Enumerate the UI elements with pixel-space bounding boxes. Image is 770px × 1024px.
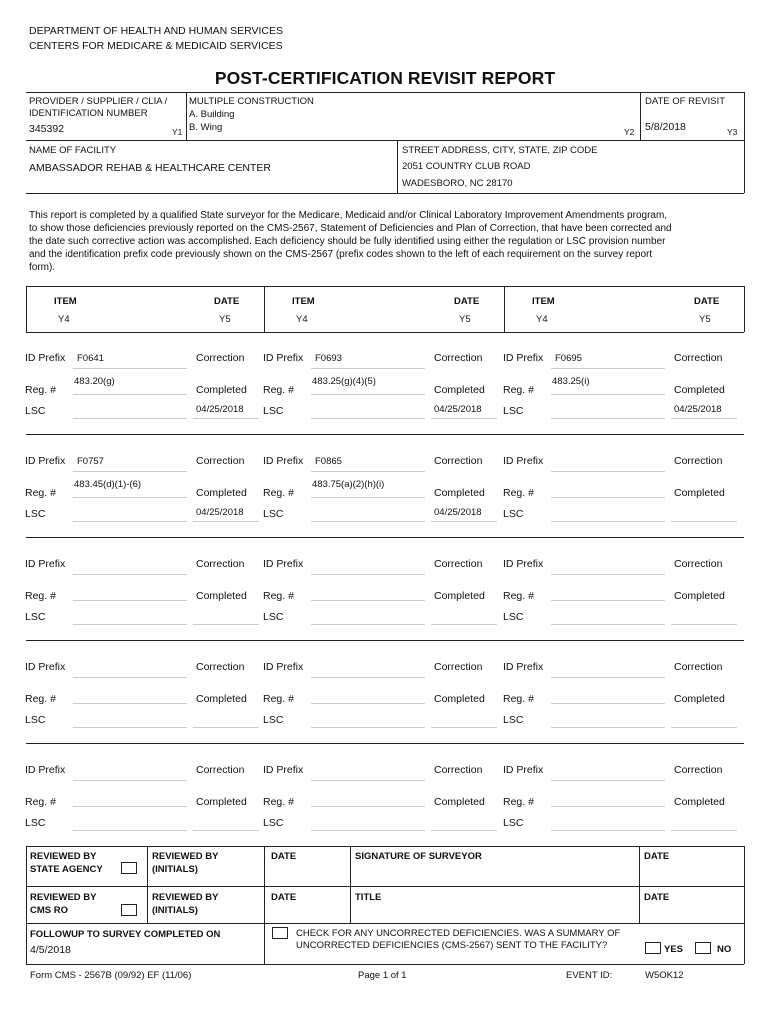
lsc-underline: [551, 830, 665, 831]
yes-label: YES: [664, 944, 684, 955]
reg-underline: [73, 394, 187, 395]
lsc-label: LSC: [503, 817, 524, 829]
id-prefix-value[interactable]: F0865: [315, 456, 342, 467]
lsc-label: LSC: [503, 611, 524, 623]
lsc-label: LSC: [503, 508, 524, 520]
table-header-divider-1: [264, 286, 265, 332]
id-prefix-underline: [73, 780, 187, 781]
id-prefix-label: ID Prefix: [25, 661, 66, 673]
id-prefix-underline: [73, 471, 187, 472]
id-prefix-label: ID Prefix: [25, 455, 66, 467]
completed-label: Completed: [196, 693, 247, 705]
lsc-underline: [551, 418, 665, 419]
state-agency-checkbox[interactable]: [121, 862, 137, 874]
col-1-date-code: Y5: [459, 314, 471, 325]
agency-line-1: DEPARTMENT OF HEALTH AND HUMAN SERVICES: [29, 25, 283, 37]
correction-label: Correction: [196, 661, 245, 673]
completed-label: Completed: [674, 384, 725, 396]
reg-underline: [311, 806, 425, 807]
no-label: NO: [717, 944, 732, 955]
id-prefix-label: ID Prefix: [503, 455, 544, 467]
reg-underline: [311, 703, 425, 704]
lsc-label: LSC: [25, 611, 46, 623]
id-prefix-underline: [73, 677, 187, 678]
reg-label: Reg. #: [263, 590, 294, 602]
completed-label: Completed: [196, 384, 247, 396]
reg-underline: [551, 497, 665, 498]
lsc-underline: [551, 727, 665, 728]
id-prefix-label: ID Prefix: [263, 455, 304, 467]
review-vdivider-4: [639, 846, 640, 923]
completed-date-value[interactable]: 04/25/2018: [196, 404, 244, 415]
id-prefix-label: ID Prefix: [503, 764, 544, 776]
col-2-date-code: Y5: [699, 314, 711, 325]
completed-date-underline: [431, 727, 497, 728]
followup-label: FOLLOWUP TO SURVEY COMPLETED ON: [30, 929, 221, 940]
lsc-underline: [73, 727, 187, 728]
info-vdivider-1: [186, 92, 187, 140]
review-bottom-border: [26, 923, 744, 924]
reg-label: Reg. #: [25, 384, 56, 396]
id-prefix-underline: [551, 471, 665, 472]
event-id-value: W5OK12: [645, 970, 684, 981]
id-prefix-label: ID Prefix: [263, 661, 304, 673]
id-prefix-underline: [551, 574, 665, 575]
review-right-border: [744, 846, 745, 964]
lsc-underline: [311, 521, 425, 522]
top-border: [26, 92, 744, 93]
completed-date-value[interactable]: 04/25/2018: [674, 404, 722, 415]
completed-label: Completed: [434, 384, 485, 396]
col-0-item-header: ITEM: [54, 296, 77, 307]
construction-code: Y2: [624, 127, 635, 137]
completed-label: Completed: [674, 487, 725, 499]
reg-label: Reg. #: [263, 693, 294, 705]
state-review-label-1: REVIEWED BY: [30, 851, 97, 862]
col-1-date-header: DATE: [454, 296, 480, 307]
lsc-label: LSC: [263, 508, 284, 520]
provider-id-value[interactable]: 345392: [29, 123, 65, 135]
state-date-label: DATE: [271, 851, 297, 862]
completed-label: Completed: [674, 693, 725, 705]
correction-label: Correction: [196, 455, 245, 467]
lsc-underline: [551, 521, 665, 522]
id-prefix-underline: [551, 780, 665, 781]
completed-date-underline: [193, 521, 259, 522]
id-prefix-value[interactable]: F0693: [315, 353, 342, 364]
info-bottom-border: [26, 193, 744, 194]
lsc-underline: [73, 624, 187, 625]
correction-label: Correction: [674, 352, 723, 364]
lsc-label: LSC: [263, 817, 284, 829]
col-0-date-header: DATE: [214, 296, 240, 307]
cms-review-label-2: CMS RO: [30, 905, 68, 916]
row-1-divider: [26, 537, 744, 538]
cms-ro-checkbox[interactable]: [121, 904, 137, 916]
cms-initials-label-1: REVIEWED BY: [152, 892, 219, 903]
completed-label: Completed: [196, 590, 247, 602]
completed-date-underline: [671, 521, 737, 522]
info-vdivider-3: [397, 140, 398, 193]
state-review-label-2: STATE AGENCY: [30, 864, 103, 875]
id-prefix-label: ID Prefix: [503, 661, 544, 673]
lsc-underline: [551, 624, 665, 625]
lsc-label: LSC: [263, 611, 284, 623]
lsc-underline: [311, 418, 425, 419]
lsc-underline: [311, 727, 425, 728]
construction-building: A. Building: [189, 109, 235, 120]
state-initials-label-1: REVIEWED BY: [152, 851, 219, 862]
reg-label: Reg. #: [503, 693, 534, 705]
reg-underline: [551, 600, 665, 601]
uncorrected-text-1: CHECK FOR ANY UNCORRECTED DEFICIENCIES. WAS A SUMMARY OF: [296, 928, 621, 939]
id-prefix-value[interactable]: F0641: [77, 353, 104, 364]
completed-label: Completed: [434, 796, 485, 808]
followup-date-value[interactable]: 4/5/2018: [30, 944, 71, 956]
followup-bottom-border: [26, 964, 744, 965]
id-prefix-underline: [311, 574, 425, 575]
reg-underline: [551, 703, 665, 704]
reg-label: Reg. #: [25, 590, 56, 602]
reg-underline: [311, 497, 425, 498]
signature-date-label: DATE: [644, 851, 670, 862]
col-2-item-code: Y4: [536, 314, 548, 325]
id-prefix-label: ID Prefix: [503, 558, 544, 570]
table-header-border: [26, 332, 744, 333]
col-0-date-code: Y5: [219, 314, 231, 325]
lsc-label: LSC: [263, 405, 284, 417]
reg-underline: [73, 806, 187, 807]
reg-underline: [551, 394, 665, 395]
reg-label: Reg. #: [25, 796, 56, 808]
col-0-item-code: Y4: [58, 314, 70, 325]
id-prefix-underline: [73, 368, 187, 369]
id-prefix-underline: [311, 471, 425, 472]
completed-date-underline: [671, 830, 737, 831]
id-prefix-label: ID Prefix: [25, 764, 66, 776]
correction-label: Correction: [434, 764, 483, 776]
lsc-underline: [73, 830, 187, 831]
facility-name-value[interactable]: AMBASSADOR REHAB & HEALTHCARE CENTER: [29, 162, 271, 174]
review-vdivider-1: [147, 846, 148, 923]
reg-label: Reg. #: [263, 487, 294, 499]
lsc-label: LSC: [263, 714, 284, 726]
correction-label: Correction: [434, 352, 483, 364]
completed-label: Completed: [196, 487, 247, 499]
id-prefix-underline: [311, 677, 425, 678]
provider-code: Y1: [172, 127, 183, 137]
completed-date-underline: [193, 830, 259, 831]
id-prefix-label: ID Prefix: [263, 558, 304, 570]
id-prefix-label: ID Prefix: [25, 352, 66, 364]
signature-label: SIGNATURE OF SURVEYOR: [355, 851, 482, 862]
revisit-label: DATE OF REVISIT: [645, 96, 726, 107]
correction-label: Correction: [196, 764, 245, 776]
table-right-border: [744, 286, 745, 332]
yes-checkbox[interactable]: [645, 942, 661, 954]
instructions-paragraph: This report is completed by a qualified State surveyor for the Medicare, Medicaid and/or Clinical Laboratory Improvement Amendments program, to show those deficiencies previously reported on the CMS-2567, Statement of Deficiencies and Plan of Correction, that have been corrected and the date such corrective action was accomplished. Each deficiency should be fully identified using either the regulation or LSC provision number and the identification prefix code previously shown on the CMS-2567 (prefix codes shown to the left of each requirement on the survey report form).: [29, 210, 672, 273]
col-2-date-header: DATE: [694, 296, 720, 307]
completed-label: Completed: [434, 693, 485, 705]
info-divider: [26, 140, 744, 141]
completed-date-underline: [671, 624, 737, 625]
reg-underline: [73, 703, 187, 704]
completed-date-underline: [671, 727, 737, 728]
correction-label: Correction: [434, 558, 483, 570]
lsc-underline: [311, 830, 425, 831]
cms-date-label: DATE: [271, 892, 297, 903]
review-left-border: [26, 846, 27, 964]
completed-date-underline: [193, 624, 259, 625]
lsc-label: LSC: [25, 508, 46, 520]
correction-label: Correction: [674, 558, 723, 570]
reg-value[interactable]: 483.25(g)(4)(5): [312, 376, 376, 387]
lsc-label: LSC: [25, 405, 46, 417]
completed-date-underline: [431, 418, 497, 419]
address-label: STREET ADDRESS, CITY, STATE, ZIP CODE: [402, 145, 598, 156]
construction-wing: B. Wing: [189, 122, 223, 133]
table-top-border: [26, 286, 744, 287]
info-vdivider-2: [640, 92, 641, 140]
completed-date-underline: [431, 624, 497, 625]
reg-underline: [73, 497, 187, 498]
reg-underline: [311, 394, 425, 395]
page-number: Page 1 of 1: [358, 970, 407, 981]
form-title: POST-CERTIFICATION REVISIT REPORT: [214, 68, 556, 88]
uncorrected-checkbox[interactable]: [272, 927, 288, 939]
correction-label: Correction: [196, 352, 245, 364]
completed-date-underline: [431, 521, 497, 522]
completed-date-underline: [193, 418, 259, 419]
review-vdivider-2: [264, 846, 265, 964]
revisit-code: Y3: [727, 127, 738, 137]
lsc-underline: [73, 418, 187, 419]
construction-label: MULTIPLE CONSTRUCTION: [189, 96, 314, 107]
completed-date-value[interactable]: 04/25/2018: [196, 507, 244, 518]
reg-label: Reg. #: [503, 384, 534, 396]
completed-label: Completed: [434, 590, 485, 602]
title-date-label: DATE: [644, 892, 670, 903]
lsc-underline: [73, 521, 187, 522]
completed-label: Completed: [674, 796, 725, 808]
correction-label: Correction: [674, 764, 723, 776]
address-line-2[interactable]: WADESBORO, NC 28170: [402, 178, 513, 189]
revisit-date-value[interactable]: 5/8/2018: [645, 121, 686, 133]
review-vdivider-3: [350, 846, 351, 923]
row-0-divider: [26, 434, 744, 435]
reg-underline: [73, 600, 187, 601]
completed-label: Completed: [196, 796, 247, 808]
lsc-label: LSC: [503, 405, 524, 417]
reg-label: Reg. #: [25, 487, 56, 499]
col-1-item-code: Y4: [296, 314, 308, 325]
cms-review-label-1: REVIEWED BY: [30, 892, 97, 903]
completed-date-value[interactable]: 04/25/2018: [434, 507, 482, 518]
title-label: TITLE: [355, 892, 382, 903]
completed-date-underline: [671, 418, 737, 419]
table-header-divider-2: [504, 286, 505, 332]
facility-label: NAME OF FACILITY: [29, 145, 117, 156]
id-prefix-label: ID Prefix: [263, 352, 304, 364]
lsc-label: LSC: [25, 817, 46, 829]
reg-label: Reg. #: [263, 796, 294, 808]
correction-label: Correction: [674, 455, 723, 467]
address-line-1[interactable]: 2051 COUNTRY CLUB ROAD: [402, 161, 531, 172]
correction-label: Correction: [434, 455, 483, 467]
reg-label: Reg. #: [263, 384, 294, 396]
id-prefix-underline: [73, 574, 187, 575]
id-prefix-label: ID Prefix: [503, 352, 544, 364]
state-initials-label-2: (INITIALS): [152, 864, 198, 875]
no-checkbox[interactable]: [695, 942, 711, 954]
lsc-label: LSC: [25, 714, 46, 726]
reg-label: Reg. #: [503, 590, 534, 602]
correction-label: Correction: [434, 661, 483, 673]
id-prefix-value[interactable]: F0757: [77, 456, 104, 467]
review-mid-border: [26, 886, 744, 887]
reg-value[interactable]: 483.20(g): [74, 376, 115, 387]
table-left-border: [26, 286, 27, 332]
lsc-label: LSC: [503, 714, 524, 726]
id-prefix-label: ID Prefix: [25, 558, 66, 570]
uncorrected-text-2: UNCORRECTED DEFICIENCIES (CMS-2567) SENT TO THE FACILITY?: [296, 940, 608, 951]
completed-date-underline: [193, 727, 259, 728]
reg-underline: [551, 806, 665, 807]
review-top-border: [26, 846, 744, 847]
agency-line-2: CENTERS FOR MEDICARE & MEDICAID SERVICES: [29, 40, 283, 52]
provider-label-1: PROVIDER / SUPPLIER / CLIA /: [29, 96, 168, 107]
completed-label: Completed: [434, 487, 485, 499]
id-prefix-value[interactable]: F0695: [555, 353, 582, 364]
col-2-item-header: ITEM: [532, 296, 555, 307]
id-prefix-underline: [551, 368, 665, 369]
reg-label: Reg. #: [503, 487, 534, 499]
id-prefix-underline: [311, 368, 425, 369]
event-id-label: EVENT ID:: [566, 970, 613, 981]
reg-value[interactable]: 483.75(a)(2)(h)(i): [312, 479, 385, 490]
id-prefix-label: ID Prefix: [263, 764, 304, 776]
correction-label: Correction: [196, 558, 245, 570]
cms-initials-label-2: (INITIALS): [152, 905, 198, 916]
id-prefix-underline: [311, 780, 425, 781]
provider-label-2: IDENTIFICATION NUMBER: [29, 108, 148, 119]
reg-label: Reg. #: [503, 796, 534, 808]
completed-label: Completed: [674, 590, 725, 602]
completed-date-underline: [431, 830, 497, 831]
reg-value[interactable]: 483.45(d)(1)-(6): [74, 479, 142, 490]
lsc-underline: [311, 624, 425, 625]
reg-value[interactable]: 483.25(i): [552, 376, 590, 387]
correction-label: Correction: [674, 661, 723, 673]
reg-underline: [311, 600, 425, 601]
row-3-divider: [26, 743, 744, 744]
reg-label: Reg. #: [25, 693, 56, 705]
info-right-border: [744, 92, 745, 193]
id-prefix-underline: [551, 677, 665, 678]
row-2-divider: [26, 640, 744, 641]
form-number: Form CMS - 2567B (09/92) EF (11/06): [30, 970, 192, 981]
completed-date-value[interactable]: 04/25/2018: [434, 404, 482, 415]
col-1-item-header: ITEM: [292, 296, 315, 307]
